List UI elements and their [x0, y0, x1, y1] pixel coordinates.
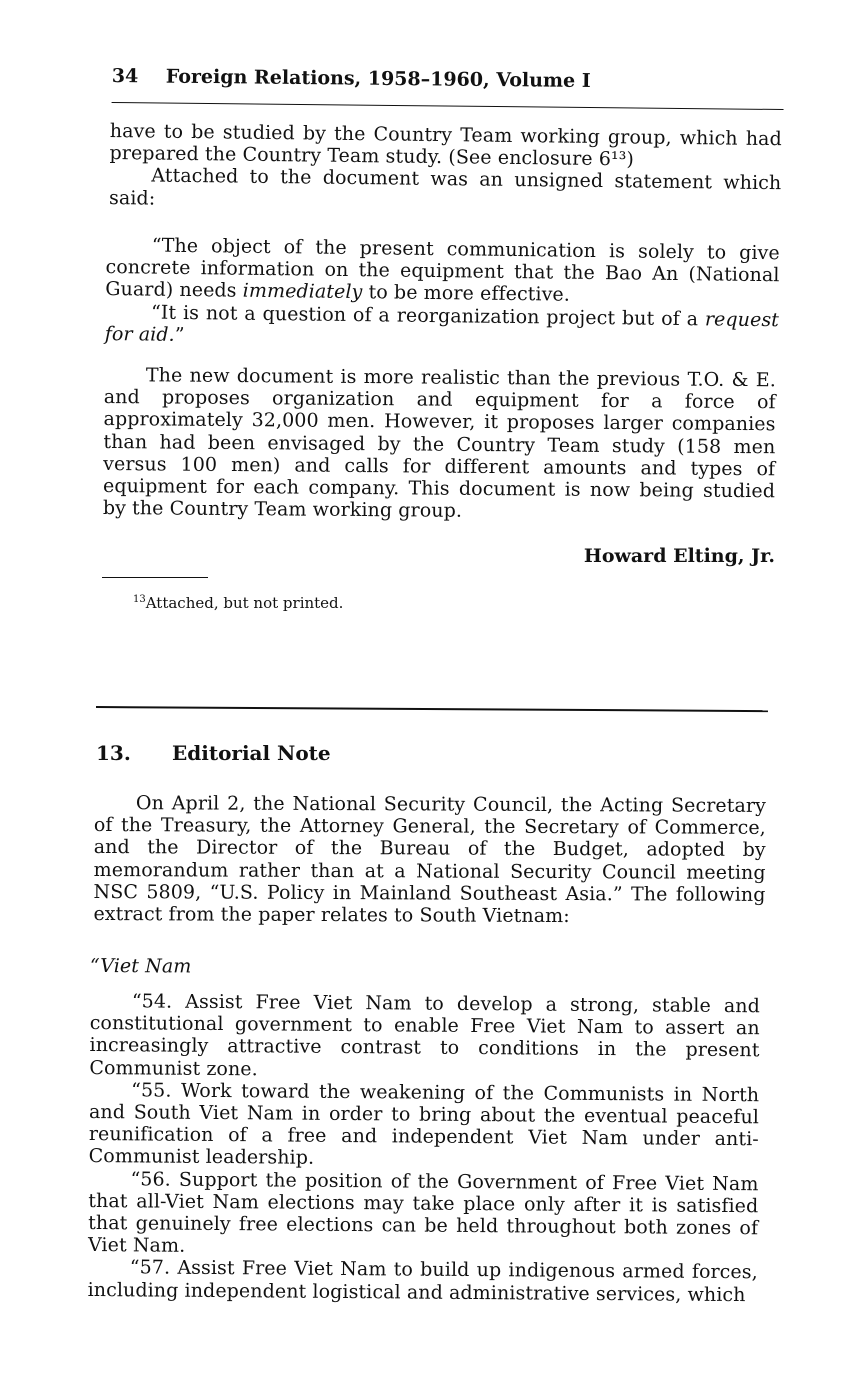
quote-request — [105, 301, 779, 354]
section-divider — [96, 706, 768, 712]
quote-object-italic: immediately — [242, 280, 363, 304]
quote-request-italic: request for aid. — [104, 307, 780, 346]
policy-item-57: “57. Assist Free Viet Nam to build up indigenous armed forces, including independent logistical and administrative services, which — [87, 1256, 758, 1306]
policy-item-56: “56. Support the position of the Government of Free Viet Nam that all-Viet Nam elections may take place only after it is satisfied that genuinely free elections can be held throughout both zones of Viet Nam. — [87, 1167, 759, 1257]
signature: Howard Elting, Jr. — [583, 545, 775, 567]
paragraph-editorial-intro: On April 2, the National Security Council, the Acting Secretary of the Treasury, the Attorney General, the Secretary of Commerce, and the Director of the Bureau of the Budget, adopted by memorandum rather than at a National Security Council meeting NSC 5809, “U.S. Policy in Mainland Southeast Asia.” The following extract from the paper relates to South Vietnam: — [93, 792, 766, 928]
policy-item-55: “55. Work toward the weakening of the Communists in North and South Viet Nam in order to bring about the eventual peaceful reunification of a free and independent Viet Nam under anti-Communist leadership. — [88, 1079, 760, 1170]
page-number: 34 — [111, 64, 139, 88]
quote-object — [105, 234, 780, 309]
quote-object-text-a: “The object of the present communication is solely to give concrete information on the equipment that the Bao An (National Guard) needs — [105, 234, 780, 303]
footnote-marker: 13 — [133, 594, 146, 605]
footnote-rule — [102, 577, 208, 578]
paragraph-attached: Attached to the document was an unsigned statement which said: — [108, 164, 782, 210]
section-title: Editorial Note — [172, 741, 331, 765]
section-heading — [96, 740, 331, 766]
new-document-paragraph-block — [103, 364, 776, 525]
quote-request-text-a: “It is not a question of a reorganization project but of a — [150, 301, 706, 330]
editorial-intro-block — [93, 792, 766, 928]
quoted-statement-block — [105, 234, 780, 353]
policy-item-54: “54. Assist Free Viet Nam to develop a strong, stable and constitutional government to enable Free Viet Nam to assert an increasingly attractive contrast to conditions in the present Communist zone. — [89, 990, 760, 1080]
running-title: Foreign Relations, 1958–1960, Volume I — [165, 65, 591, 93]
section-number: 13. — [96, 741, 131, 765]
paragraph-continued: have to be studied by the Country Team working group, which had prepared the Country Team study. (See enclosure 6¹³) — [109, 120, 782, 171]
continuation-paragraph-block — [109, 120, 782, 217]
quote-object-text-b: to be more effective. — [362, 281, 571, 307]
running-head — [112, 62, 784, 110]
paragraph-new-document: The new document is more realistic than the previous T.O. & E. and proposes organization and equipment for a force of approximately 32,000 men. However, it proposes larger companies than had been envisaged by the Country Team study (158 men versus 100 men) and calls for different amounts and types of equipment for each company. This document is now being studied by the Country Team working group. — [102, 364, 776, 523]
subheading-block — [90, 955, 390, 979]
quote-request-text-b: ” — [174, 323, 185, 346]
subheading-viet-nam: “Viet Nam — [89, 955, 192, 978]
policy-items-block — [88, 990, 760, 1306]
footnote — [133, 590, 343, 613]
footnote-text: Attached, but not printed. — [145, 594, 344, 612]
